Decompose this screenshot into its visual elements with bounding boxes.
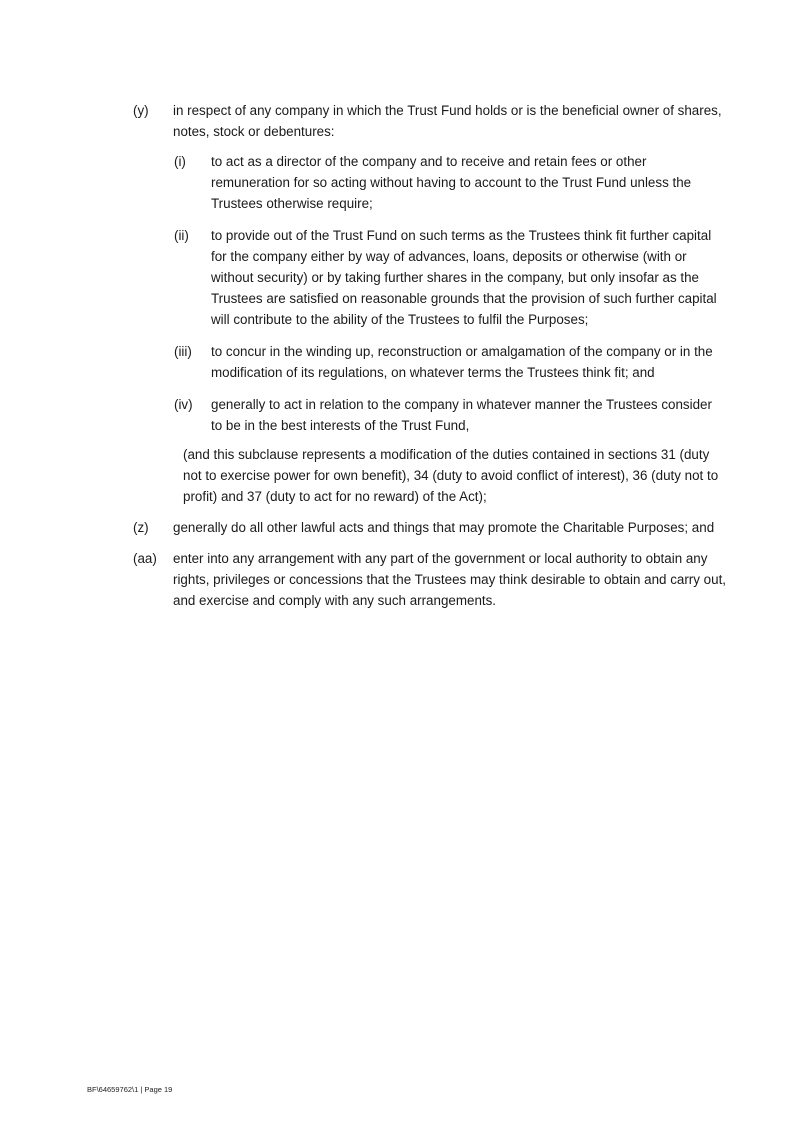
clause-aa-marker: (aa)	[133, 551, 157, 566]
subclause-y-i-marker: (i)	[174, 154, 186, 169]
subclause-y-ii-text: to provide out of the Trust Fund on such terms as the Trustees think fit further capital for the company either by way of advances, loans, deposits or otherwise (with or without security) or by taking further shares in the company, but only insofar as the Trustees are satisfied on reasonable grounds that the provision of such further capital will contribute to the ability of the Trustees to fulfil the Purposes;	[211, 228, 717, 327]
subclause-y-ii-marker: (ii)	[174, 228, 189, 243]
clause-y-note: (and this subclause represents a modification of the duties contained in sections 31 (duty not to exercise power for own benefit), 34 (duty to avoid conflict of interest), 36 (duty not to profit) and 37 (duty to act for no reward) of the Act);	[183, 447, 719, 504]
clause-y-text: in respect of any company in which the Trust Fund holds or is the beneficial owner of shares, notes, stock or debentures:	[173, 103, 722, 139]
clause-z-marker: (z)	[133, 520, 149, 535]
subclause-y-i-text: to act as a director of the company and to receive and retain fees or other remuneration for so acting without having to account to the Trust Fund unless the Trustees otherwise require;	[211, 154, 692, 211]
clause-aa-text: enter into any arrangement with any part of the government or local authority to obtain any rights, privileges or concessions that the Trustees may think desirable to obtain and carry out, and exercise and comply with any such arrangements.	[173, 551, 727, 608]
clause-z-text: generally do all other lawful acts and things that may promote the Charitable Purposes; and	[173, 520, 715, 535]
subclause-y-iv-text: generally to act in relation to the company in whatever manner the Trustees consider to be in the best interests of the Trust Fund,	[211, 397, 712, 433]
subclause-y-iii-text: to concur in the winding up, reconstruction or amalgamation of the company or in the modification of its regulations, on whatever terms the Trustees think fit; and	[211, 344, 713, 380]
page-footer: BF\64659762\1 | Page 19	[87, 1085, 173, 1094]
subclause-y-iv-marker: (iv)	[174, 397, 193, 412]
subclause-y-iii-marker: (iii)	[174, 344, 192, 359]
clause-y-marker: (y)	[133, 103, 149, 118]
